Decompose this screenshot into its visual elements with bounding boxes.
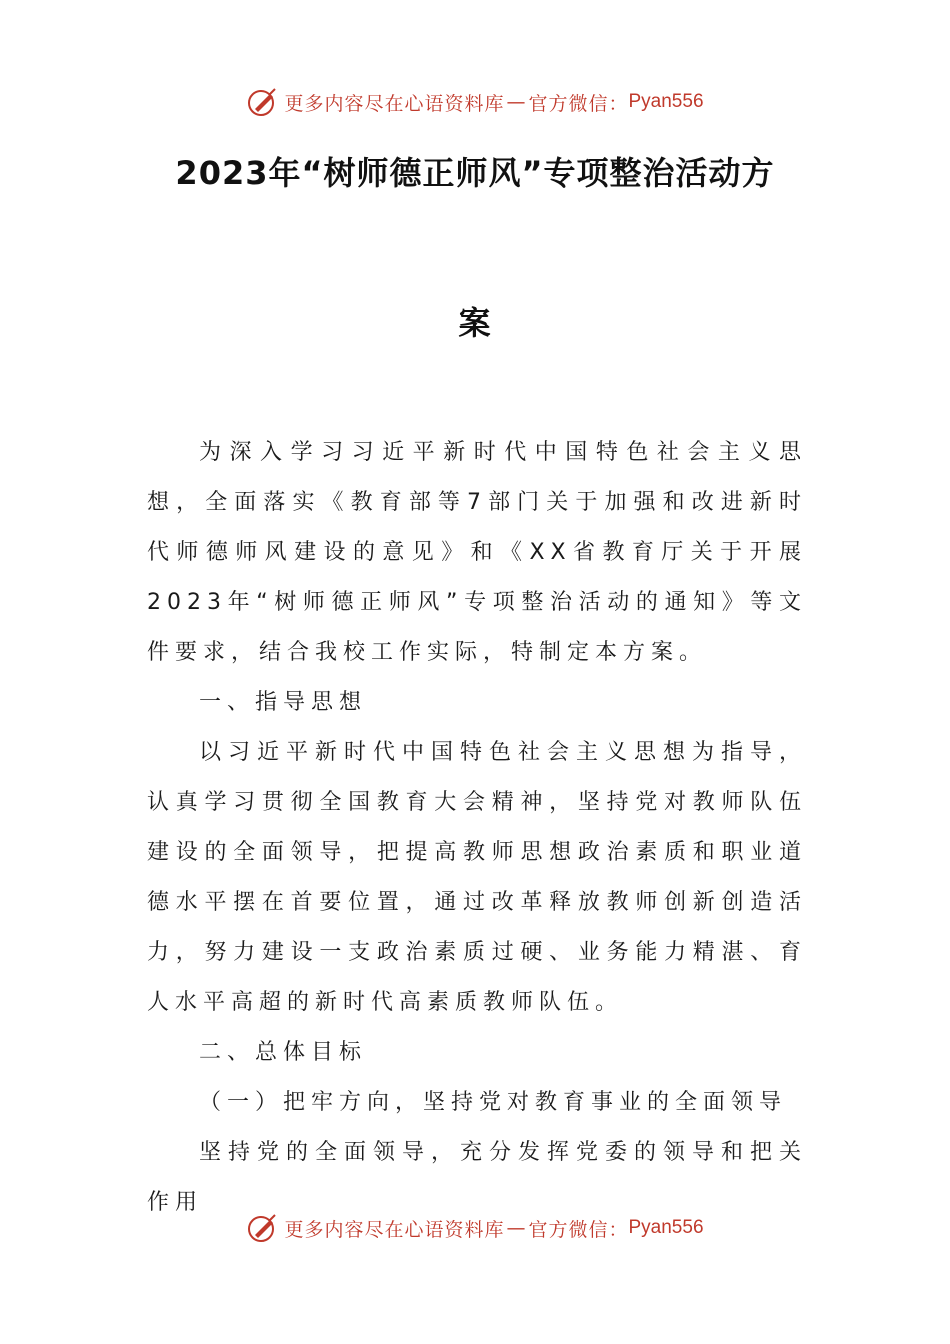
footer-banner (0, 1208, 950, 1248)
banner-handle: Pyan556 (628, 91, 704, 112)
banner-handle: Pyan556 (628, 1217, 704, 1238)
banner-text: 更多内容尽在心语资料库 (284, 92, 505, 115)
header-banner (0, 82, 950, 122)
banner-text: 更多内容尽在心语资料库 (284, 1218, 505, 1241)
banner-official: 官方微信： (528, 92, 629, 115)
banner-separator: — (506, 91, 527, 113)
subsection-heading: （一）把牢方向，坚持党对教育事业的全面领导 (199, 1090, 788, 1115)
document-title-line1: 2023年“树师德正师风”专项整治活动方 (175, 154, 775, 192)
pen-circle-icon (246, 85, 280, 119)
banner-official: 官方微信： (528, 1218, 629, 1241)
paragraph: 以习近平新时代中国特色社会主义思想为指导，认真学习贯彻全国教育大会精神，坚持党对教师队伍建设的全面领导，把提高教师思想政治素质和职业道德水平摆在首要位置，通过改革释放教师创新创造活力，努力建设一支政治素质过硬、业务能力精湛、育人水平高超的新时代高素质教师队伍。 (147, 740, 807, 1015)
pen-circle-icon (246, 1211, 280, 1245)
section-heading: 二、总体目标 (199, 1040, 368, 1065)
paragraph-intro: 为深入学习习近平新时代中国特色社会主义思想，全面落实《教育部等7部门关于加强和改进新时代师德师风建设的意见》和《XX省教育厅关于开展2023年“树师德正师风”专项整治活动的通知》等文件要求，结合我校工作实际，特制定本方案。 (147, 440, 807, 665)
section-heading: 一、指导思想 (199, 690, 368, 715)
banner-separator: — (506, 1217, 527, 1239)
document-title-line2: 案 (458, 304, 492, 342)
paragraph: 坚持党的全面领导，充分发挥党委的领导和把关作用 (147, 1140, 807, 1215)
document-body (147, 428, 807, 1228)
